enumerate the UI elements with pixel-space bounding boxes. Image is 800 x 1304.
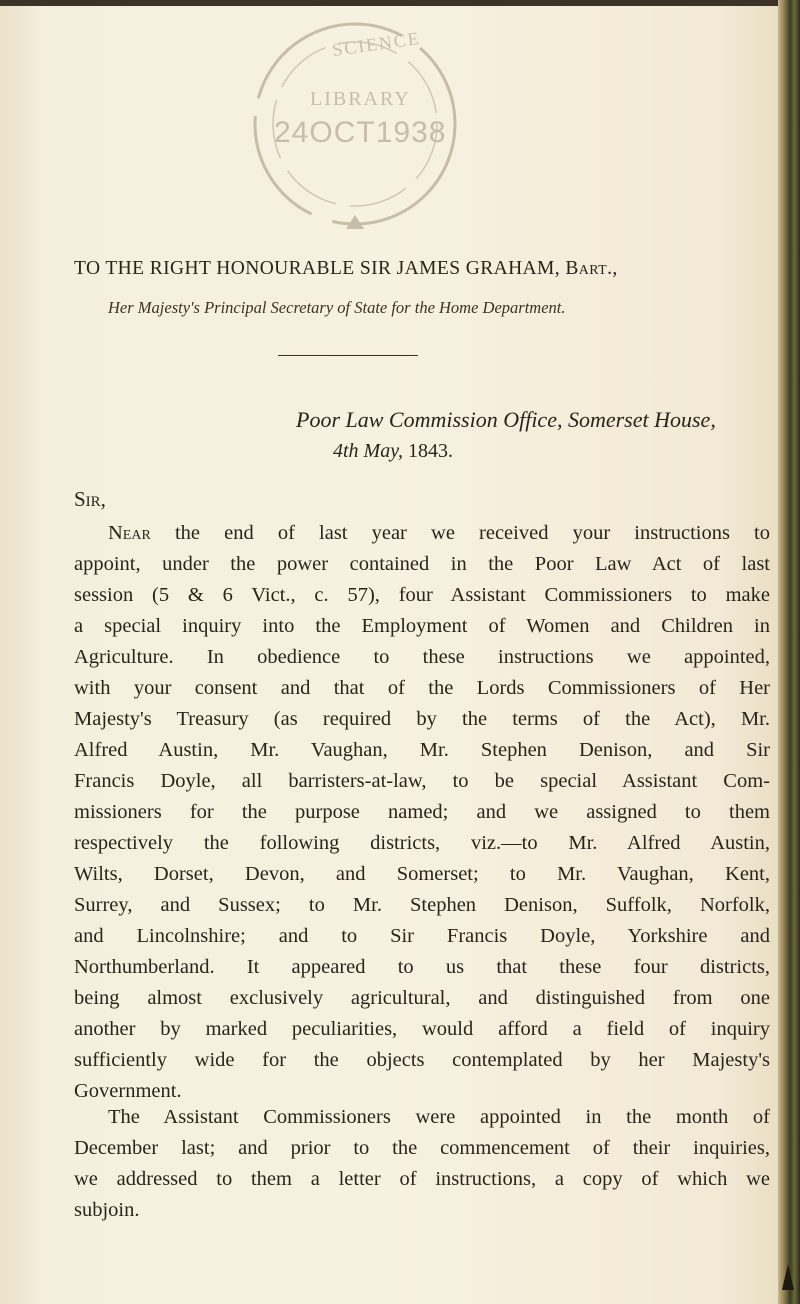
- paragraph-line: session (5 & 6 Vict., c. 57), four Assistant Commissioners to make: [74, 584, 770, 606]
- book-binding-edge: [778, 0, 800, 1304]
- dedication-office: Her Majesty's Principal Secretary of State for the Home Department.: [108, 298, 566, 317]
- paragraph-line: another by marked peculiarities, would afford a field of inquiry: [74, 1018, 770, 1040]
- paragraph-line: Francis Doyle, all barristers-at-law, to be special Assistant Com-: [74, 770, 770, 792]
- paragraph-line: with your consent and that of the Lords Commissioners of Her: [74, 677, 770, 699]
- letter-date-year: 1843.: [408, 440, 453, 462]
- dedication-line: TO THE RIGHT HONOURABLE SIR JAMES GRAHAM,: [74, 258, 561, 279]
- paragraph-line: sufficiently wide for the objects contemplated by her Majesty's: [74, 1049, 770, 1071]
- paragraph-line: subjoin.: [74, 1199, 140, 1221]
- library-stamp: [246, 14, 464, 240]
- paragraph-line: appoint, under the power contained in the Poor Law Act of last: [74, 553, 770, 575]
- letter-place: Poor Law Commission Office, Somerset House,: [296, 407, 716, 432]
- page-top-edge: [0, 0, 800, 6]
- dedication-heading: [74, 258, 774, 280]
- paragraph-line: Northumberland. It appeared to us that these four districts,: [74, 956, 770, 978]
- paragraph-line: respectively the following districts, viz.—to Mr. Alfred Austin,: [74, 832, 770, 854]
- dedication-title-suffix: Bart.,: [565, 258, 618, 279]
- letter-date-day: 4th May,: [333, 440, 403, 462]
- paragraph-line: and Lincolnshire; and to Sir Francis Doyle, Yorkshire and: [74, 925, 770, 947]
- paragraph-line-text: the end of last year we received your instructions to: [174, 522, 771, 544]
- paragraph-line: Government.: [74, 1080, 182, 1102]
- letter-salutation: Sir,: [74, 487, 106, 511]
- paragraph-line: Surrey, and Sussex; to Mr. Stephen Denison, Suffolk, Norfolk,: [74, 894, 770, 916]
- stamp-middle-text: LIBRARY: [310, 88, 411, 110]
- paragraph-2: [74, 1102, 770, 1226]
- paragraph-line: Majesty's Treasury (as required by the terms of the Act), Mr.: [74, 708, 770, 730]
- paragraph-line: Wilts, Dorset, Devon, and Somerset; to Mr. Vaughan, Kent,: [74, 863, 770, 885]
- paragraph-line: The Assistant Commissioners were appointed in the month of: [108, 1106, 770, 1128]
- opening-word: Near: [108, 522, 151, 544]
- paragraph-line: being almost exclusively agricultural, and distinguished from one: [74, 987, 770, 1009]
- stamp-top-text: SCIENCE: [330, 27, 422, 61]
- paragraph-line: Agriculture. In obedience to these instructions we appointed,: [74, 646, 770, 668]
- paragraph-1: [74, 518, 770, 1107]
- paragraph-line: [74, 518, 770, 549]
- divider-rule: [278, 355, 418, 356]
- letter-date: [333, 440, 453, 463]
- paragraph-line: missioners for the purpose named; and we assigned to them: [74, 801, 770, 823]
- stamp-date: 24OCT1938: [274, 116, 447, 149]
- paragraph-line: we addressed to them a letter of instructions, a copy of which we: [74, 1168, 770, 1190]
- binding-marker-icon: [782, 1264, 794, 1290]
- paragraph-line: a special inquiry into the Employment of Women and Children in: [74, 615, 770, 637]
- paragraph-line: Alfred Austin, Mr. Vaughan, Mr. Stephen Denison, and Sir: [74, 739, 770, 761]
- paragraph-line: December last; and prior to the commencement of their inquiries,: [74, 1137, 770, 1159]
